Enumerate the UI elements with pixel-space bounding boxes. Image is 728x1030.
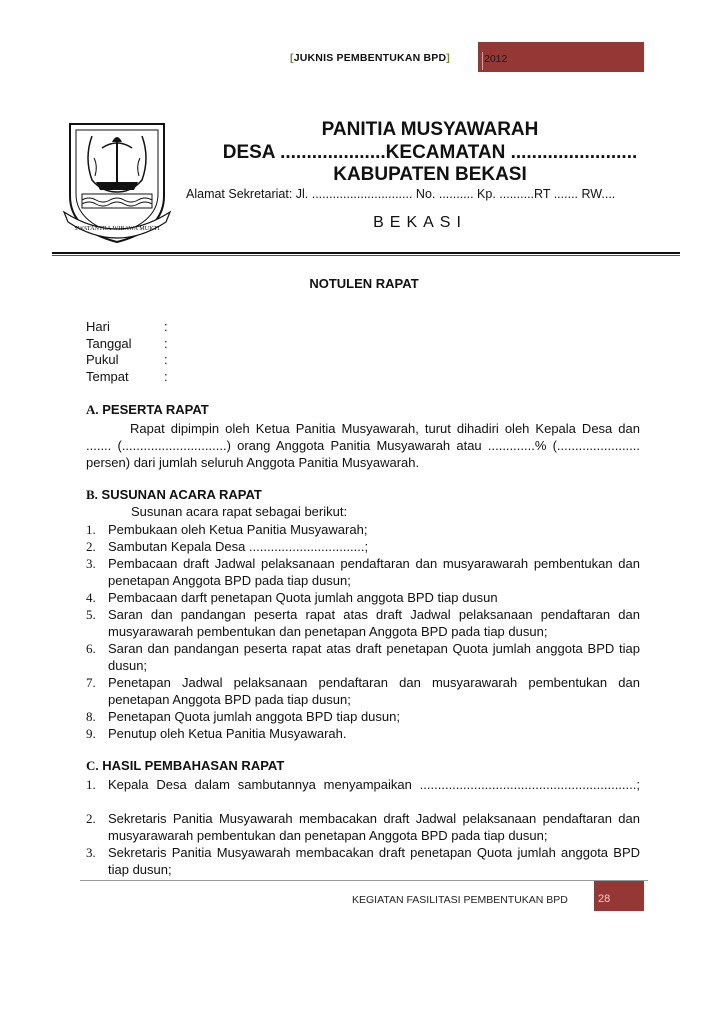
list-item: 7. Penetapan Jadwal pelaksanaan pendaftaran dan musyarawarah pembentukan dan penetapan Anggota BPD pada tiap dusun;	[86, 675, 640, 707]
header-year: 2012	[484, 53, 508, 65]
section-c-title: HASIL PEMBAHASAN RAPAT	[102, 758, 285, 773]
list-item: 4. Pembacaan darft penetapan Quota jumlah anggota BPD tiap dusun	[86, 590, 498, 605]
list-item: 2. Sekretaris Panitia Musyawarah membacakan draft Jadwal pelaksanaan pendaftaran dan musyarawarah pembentukan dan penetapan Anggota BPD pada tiap dusun;	[86, 811, 640, 843]
section-b-title: SUSUNAN ACARA RAPAT	[101, 487, 262, 502]
field-colon-hari: :	[164, 319, 168, 334]
field-label-tanggal: Tanggal	[86, 336, 132, 351]
footer-rule	[80, 880, 648, 881]
secretariat-address: Alamat Sekretariat: Jl. ............................. No. .......... Kp. ..........RT ....... RW....	[186, 187, 616, 201]
letterhead-city: BEKASI	[373, 214, 467, 231]
section-c-heading	[86, 758, 284, 774]
crest-motto: SWATANTRA WIBAWA MUKTI	[74, 225, 160, 232]
list-item: 3. Sekretaris Panitia Musyawarah membacakan draft penetapan Quota jumlah anggota BPD tiap dusun;	[86, 845, 640, 877]
list-item: 8. Penetapan Quota jumlah anggota BPD tiap dusun;	[86, 709, 400, 724]
list-item: 5. Saran dan pandangan peserta rapat atas draft Jadwal pelaksanaan pendaftaran dan musyarawarah pembentukan dan penetapan Anggota BPD pada tiap dusun;	[86, 607, 640, 639]
document-title: NOTULEN RAPAT	[309, 276, 419, 291]
section-a-title: PESERTA RAPAT	[102, 402, 209, 417]
field-label-pukul: Pukul	[86, 352, 119, 367]
header-title-text: JUKNIS PEMBENTUKAN BPD	[293, 52, 447, 64]
footer-text: KEGIATAN FASILITASI PEMBENTUKAN BPD	[352, 894, 568, 906]
header-bracket-open: [	[290, 52, 294, 64]
field-label-tempat: Tempat	[86, 369, 129, 384]
list-item: 3. Pembacaan draft Jadwal pelaksanaan pendaftaran dan musyarawarah pembentukan dan penetapan Anggota BPD pada tiap dusun;	[86, 556, 640, 588]
kabupaten-bekasi-crest-icon	[62, 118, 172, 248]
section-a-letter: A.	[86, 402, 99, 417]
field-colon-tanggal: :	[164, 336, 168, 351]
list-item: 6. Saran dan pandangan peserta rapat atas draft penetapan Quota jumlah anggota BPD tiap dusun;	[86, 641, 640, 673]
letterhead-line-3: KABUPATEN BEKASI	[333, 164, 527, 185]
section-b-intro: Susunan acara rapat sebagai berikut:	[131, 504, 348, 519]
letterhead-rule-thin	[52, 255, 680, 256]
field-colon-tempat: :	[164, 369, 168, 384]
section-a-paragraph: Rapat dipimpin oleh Ketua Panitia Musyawarah, turut dihadiri oleh Kepala Desa dan ....... (.............................) orang Anggota Panitia Musyawarah atau .............% (....................... persen) dari jumlah seluruh Anggota Panitia Musyawarah.	[86, 421, 640, 470]
section-b-letter: B.	[86, 487, 98, 502]
section-b-heading	[86, 487, 262, 503]
letterhead-rule-thick	[52, 252, 680, 254]
list-item: 2. Sambutan Kepala Desa ................................;	[86, 539, 369, 554]
field-colon-pukul: :	[164, 352, 168, 367]
list-item: 1. Kepala Desa dalam sambutannya menyampaikan ............................................................;	[86, 777, 640, 792]
field-label-hari: Hari	[86, 319, 110, 334]
list-item: 1. Pembukaan oleh Ketua Panitia Musyawarah;	[86, 522, 368, 537]
section-c-letter: C.	[86, 758, 99, 773]
section-a-heading	[86, 402, 209, 418]
letterhead-line-2: DESA ....................KECAMATAN ........................	[222, 142, 638, 163]
running-header-title	[290, 52, 450, 64]
letterhead-line-1: PANITIA MUSYAWARAH	[321, 119, 539, 140]
list-item: 9. Penutup oleh Ketua Panitia Musyawarah.	[86, 726, 347, 741]
header-bracket-close: ]	[446, 52, 450, 64]
page-number: 28	[598, 893, 611, 905]
header-year-divider	[482, 52, 483, 70]
